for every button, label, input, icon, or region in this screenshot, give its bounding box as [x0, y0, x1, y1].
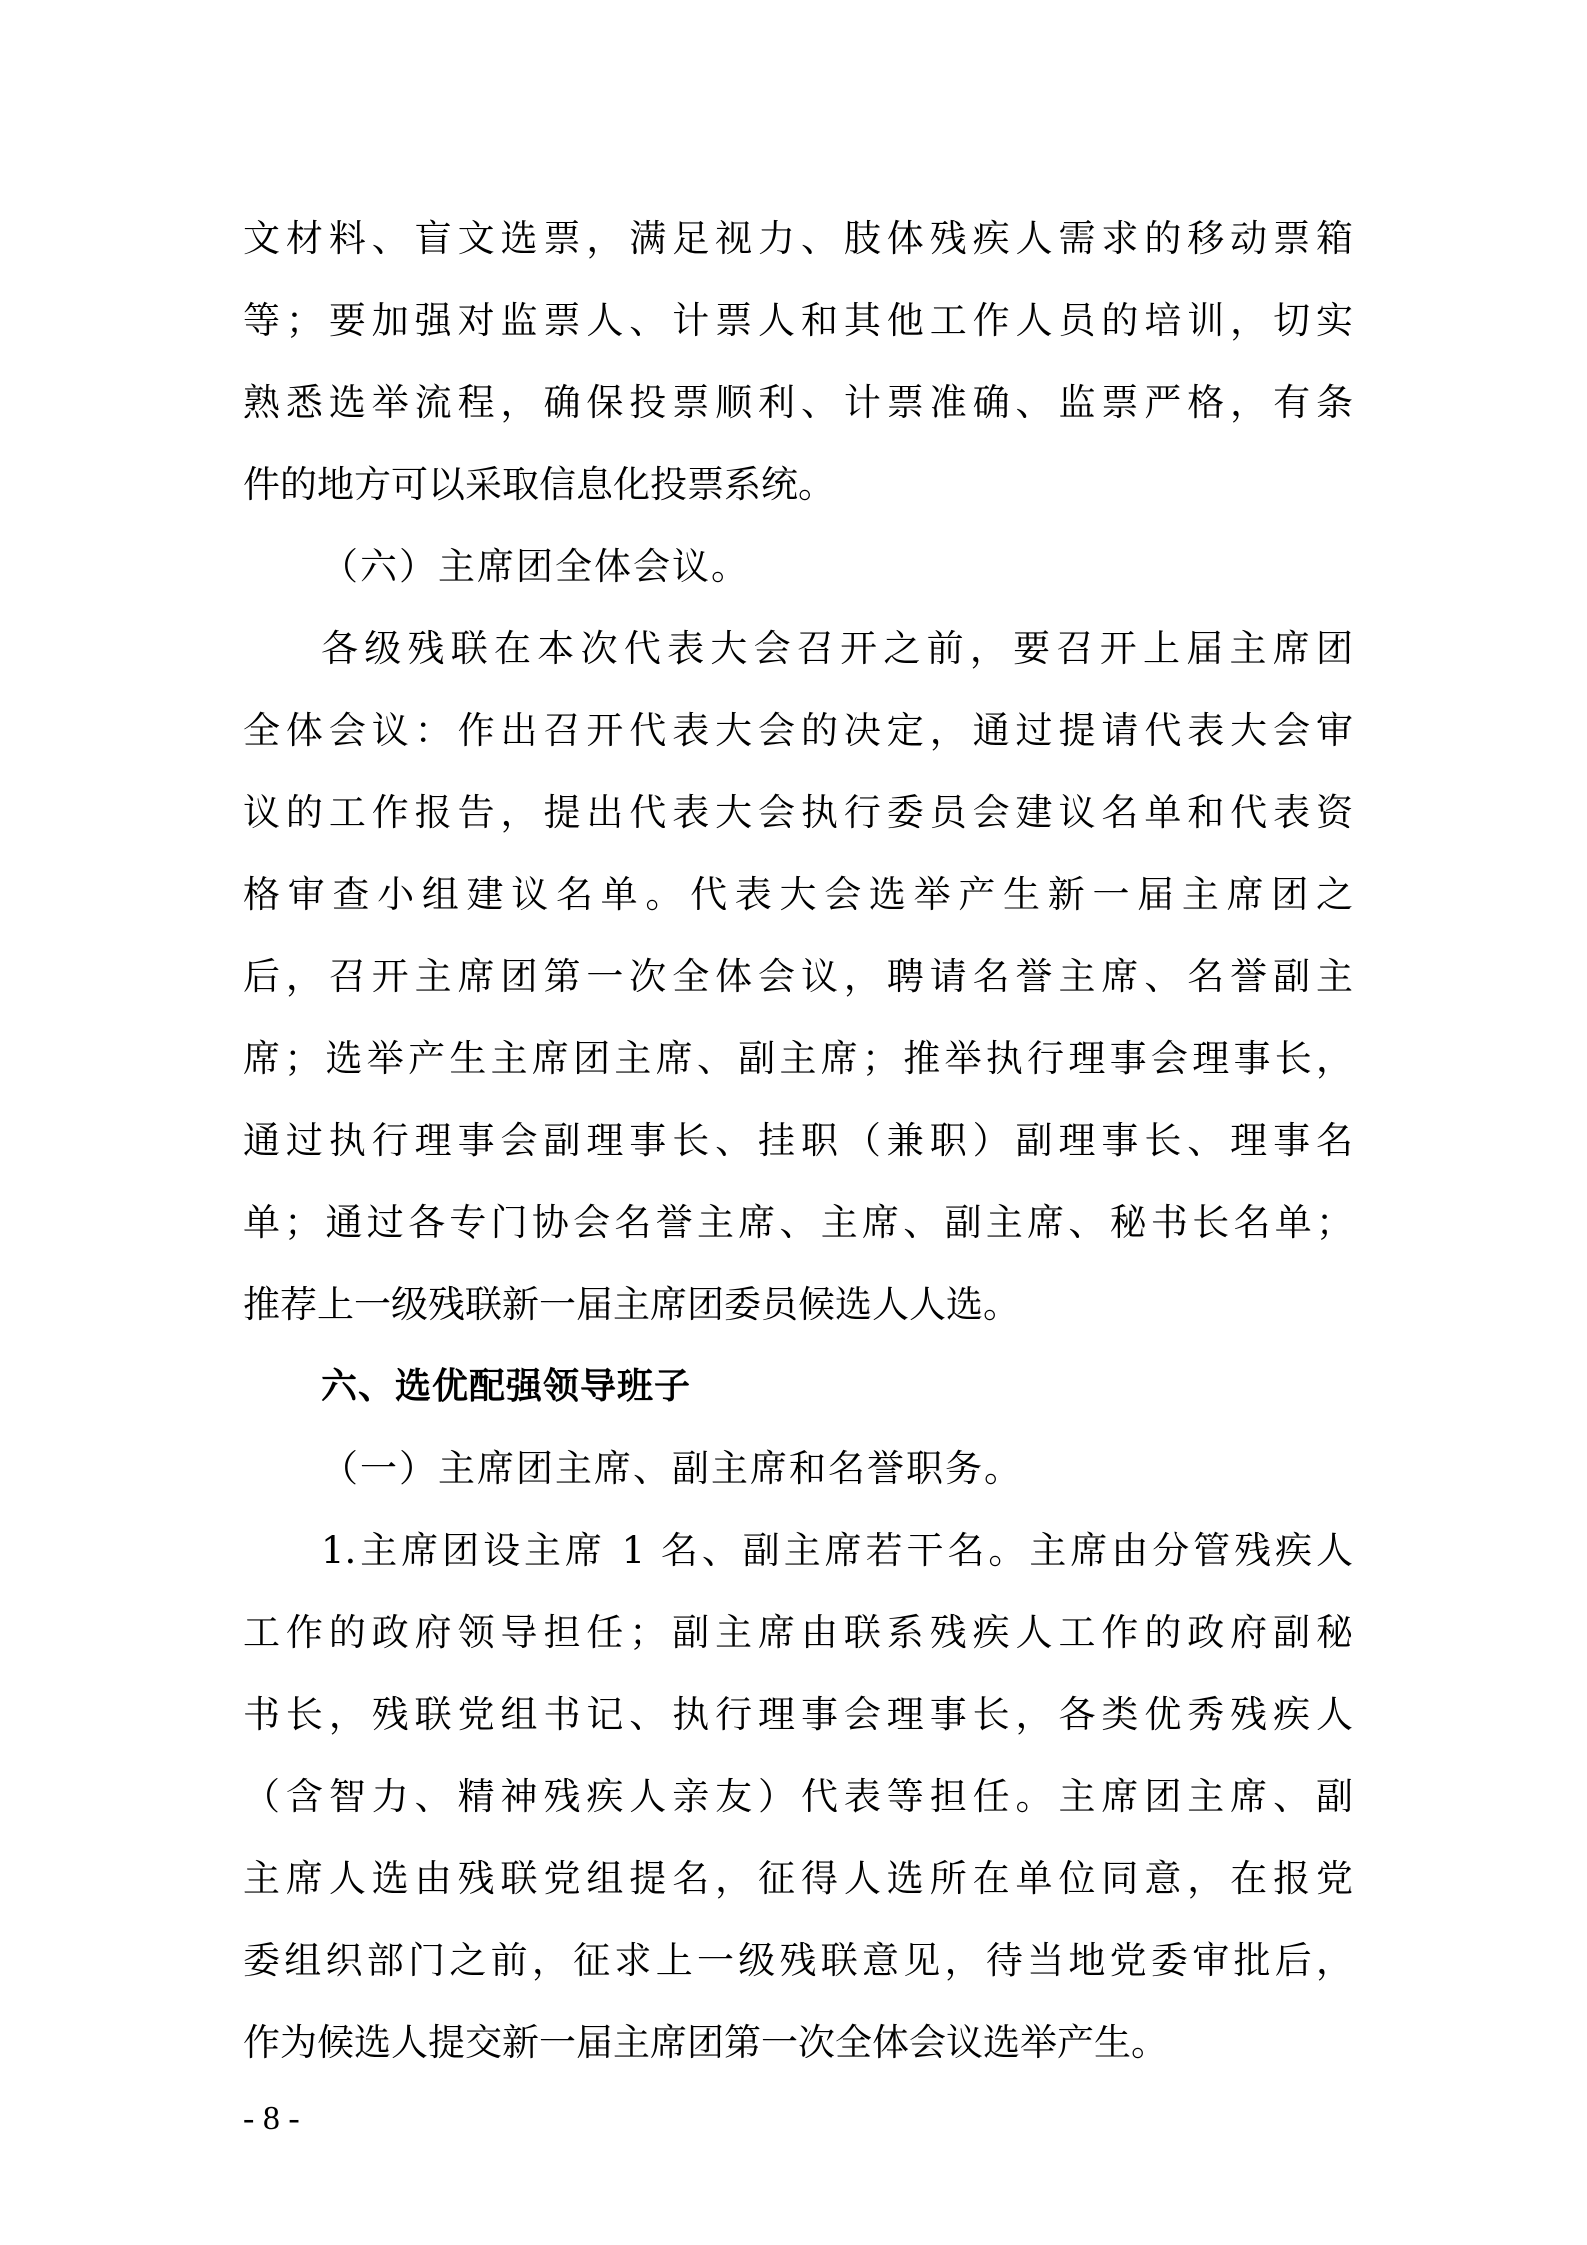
paragraph-line: 席；选举产生主席团主席、副主席；推举执行理事会理事长， — [243, 1037, 1353, 1080]
paragraph-line: 作为候选人提交新一届主席团第一次全体会议选举产生。 — [243, 2021, 1168, 2064]
paragraph-line: 主席人选由残联党组提名，征得人选所在单位同意，在报党 — [243, 1857, 1353, 1900]
subheading-chairman-positions: （一）主席团主席、副主席和名誉职务。 — [321, 1447, 1023, 1490]
paragraph-line: 格审查小组建议名单。代表大会选举产生新一届主席团之 — [243, 873, 1353, 916]
paragraph-line: 通过执行理事会副理事长、挂职（兼职）副理事长、理事名 — [243, 1119, 1353, 1162]
paragraph-line: 书长，残联党组书记、执行理事会理事长，各类优秀残疾人 — [243, 1693, 1353, 1736]
section-heading-leadership: 六、选优配强领导班子 — [321, 1366, 692, 1407]
page-number: - 8 - — [243, 2100, 300, 2137]
paragraph-line: 1.主席团设主席 1 名、副主席若干名。主席由分管残疾人 — [321, 1529, 1353, 1572]
paragraph-line: 后，召开主席团第一次全体会议，聘请名誉主席、名誉副主 — [243, 955, 1353, 998]
paragraph-line: 文材料、盲文选票，满足视力、肢体残疾人需求的移动票箱 — [243, 217, 1353, 260]
paragraph-line: （含智力、精神残疾人亲友）代表等担任。主席团主席、副 — [243, 1775, 1353, 1818]
paragraph-line: 等；要加强对监票人、计票人和其他工作人员的培训，切实 — [243, 299, 1353, 342]
paragraph-line: 工作的政府领导担任；副主席由联系残疾人工作的政府副秘 — [243, 1611, 1353, 1654]
paragraph-line: 委组织部门之前，征求上一级残联意见，待当地党委审批后， — [243, 1939, 1353, 1982]
paragraph-line: 各级残联在本次代表大会召开之前，要召开上届主席团 — [321, 627, 1353, 670]
paragraph-line: 熟悉选举流程，确保投票顺利、计票准确、监票严格，有条 — [243, 381, 1353, 424]
paragraph-line: 议的工作报告，提出代表大会执行委员会建议名单和代表资 — [243, 791, 1353, 834]
paragraph-line: 推荐上一级残联新一届主席团委员候选人人选。 — [243, 1283, 1020, 1326]
paragraph-line: 件的地方可以采取信息化投票系统。 — [243, 463, 835, 506]
subheading-plenary-meeting: （六）主席团全体会议。 — [321, 545, 750, 588]
paragraph-line: 单；通过各专门协会名誉主席、主席、副主席、秘书长名单； — [243, 1201, 1353, 1244]
paragraph-line: 全体会议：作出召开代表大会的决定，通过提请代表大会审 — [243, 709, 1353, 752]
